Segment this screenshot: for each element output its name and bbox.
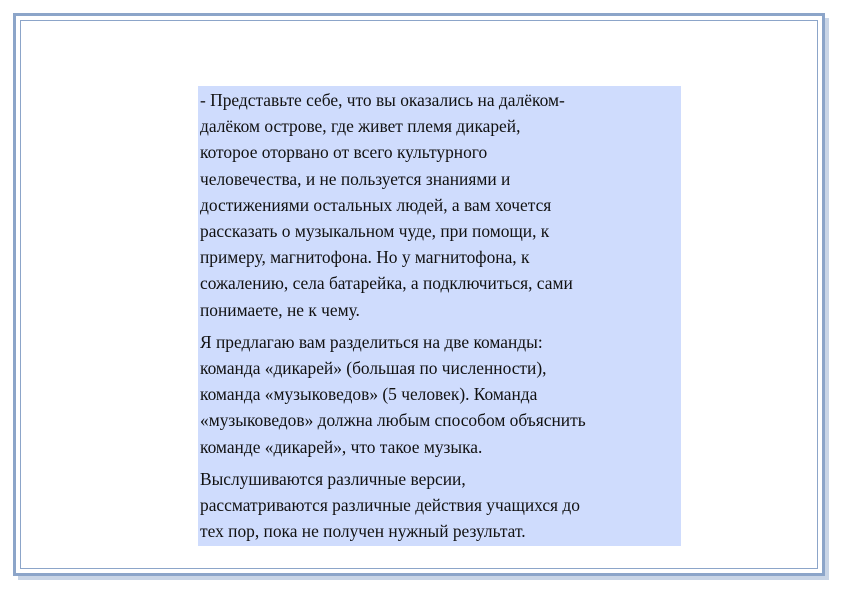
text-box bbox=[198, 86, 681, 546]
frame-shadow-right bbox=[825, 18, 829, 580]
paragraph-result: Выслушиваются различные версии, рассматриваются различные действия учащихся до тех пор, пока не получен нужный результат. bbox=[200, 468, 580, 542]
frame-shadow-bottom bbox=[18, 576, 829, 580]
paragraph-teams: Я предлагаю вам разделиться на две команды: команда «дикарей» (большая по численности), команда «музыковедов» (5 человек). Команда «музыковедов» должна любым способом объяснить команде «дикарей», что такое музыка. bbox=[200, 331, 586, 457]
paragraph-intro: - Представьте себе, что вы оказались на далёком- далёком острове, где живет племя дикарей, которое оторвано от всего культурного человечества, и не пользуется знаниями и достижениями остальных людей, а вам хочется рассказать о музыкальном чуде, при помощи, к примеру, магнитофона. Но у магнитофона, к сожалению, села батарейка, а подключиться, сами понимаете, не к чему. bbox=[200, 90, 573, 320]
